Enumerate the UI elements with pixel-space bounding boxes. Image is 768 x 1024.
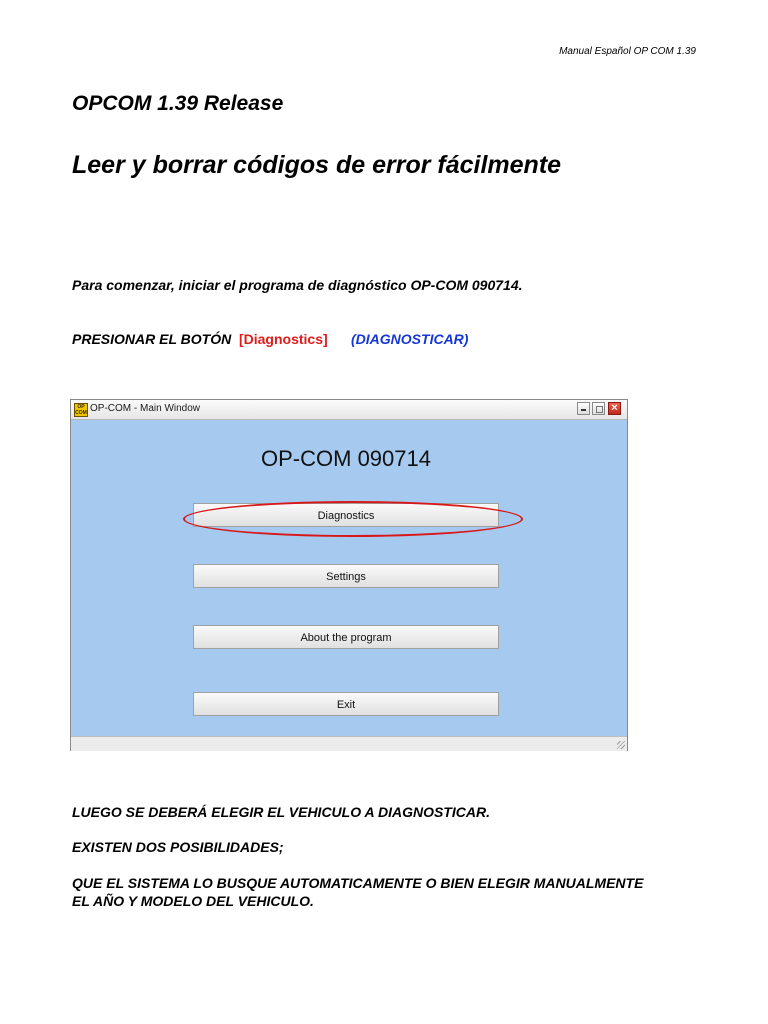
paragraph-two-options: EXISTEN DOS POSIBILIDADES; xyxy=(72,839,284,855)
maximize-icon xyxy=(596,406,603,413)
close-icon: × xyxy=(611,402,618,414)
close-button[interactable] xyxy=(608,402,621,415)
window-title: OP-COM - Main Window xyxy=(90,403,201,414)
opcom-main-window xyxy=(70,399,628,751)
paragraph-options-line1: QUE EL SISTEMA LO BUSQUE AUTOMATICAMENTE O BIEN ELEGIR MANUALMENTE xyxy=(72,875,644,891)
settings-button[interactable]: Settings xyxy=(193,564,499,588)
window-client-area xyxy=(71,420,627,736)
press-prefix: PRESIONAR EL BOTÓN xyxy=(72,331,232,347)
intro-paragraph: Para comenzar, iniciar el programa de diagnóstico OP-COM 090714. xyxy=(72,277,523,293)
press-instruction xyxy=(72,331,468,347)
exit-button[interactable]: Exit xyxy=(193,692,499,716)
about-program-button[interactable]: About the program xyxy=(193,625,499,649)
paragraph-choose-vehicle: LUEGO SE DEBERÁ ELEGIR EL VEHICULO A DIAGNOSTICAR. xyxy=(72,804,490,820)
resize-grip-icon[interactable] xyxy=(617,741,625,749)
app-title: OP-COM 090714 xyxy=(261,446,431,471)
status-bar xyxy=(71,736,627,751)
maximize-button[interactable] xyxy=(592,402,605,415)
document-title: OPCOM 1.39 Release xyxy=(72,92,284,115)
header-note: Manual Español OP COM 1.39 xyxy=(559,46,696,57)
diagnostics-button[interactable]: Diagnostics xyxy=(193,503,499,527)
minimize-button[interactable] xyxy=(577,402,590,415)
diagnostics-highlight-oval xyxy=(183,501,523,537)
opcom-app-icon: OP COM xyxy=(75,404,87,416)
document-subtitle: Leer y borrar códigos de error fácilmente xyxy=(72,151,562,179)
window-titlebar[interactable] xyxy=(71,400,627,420)
minimize-icon xyxy=(581,409,586,411)
press-translation: (DIAGNOSTICAR) xyxy=(351,331,469,347)
paragraph-options-line2: EL AÑO Y MODELO DEL VEHICULO. xyxy=(72,893,314,909)
press-button-name: [Diagnostics] xyxy=(238,331,328,347)
